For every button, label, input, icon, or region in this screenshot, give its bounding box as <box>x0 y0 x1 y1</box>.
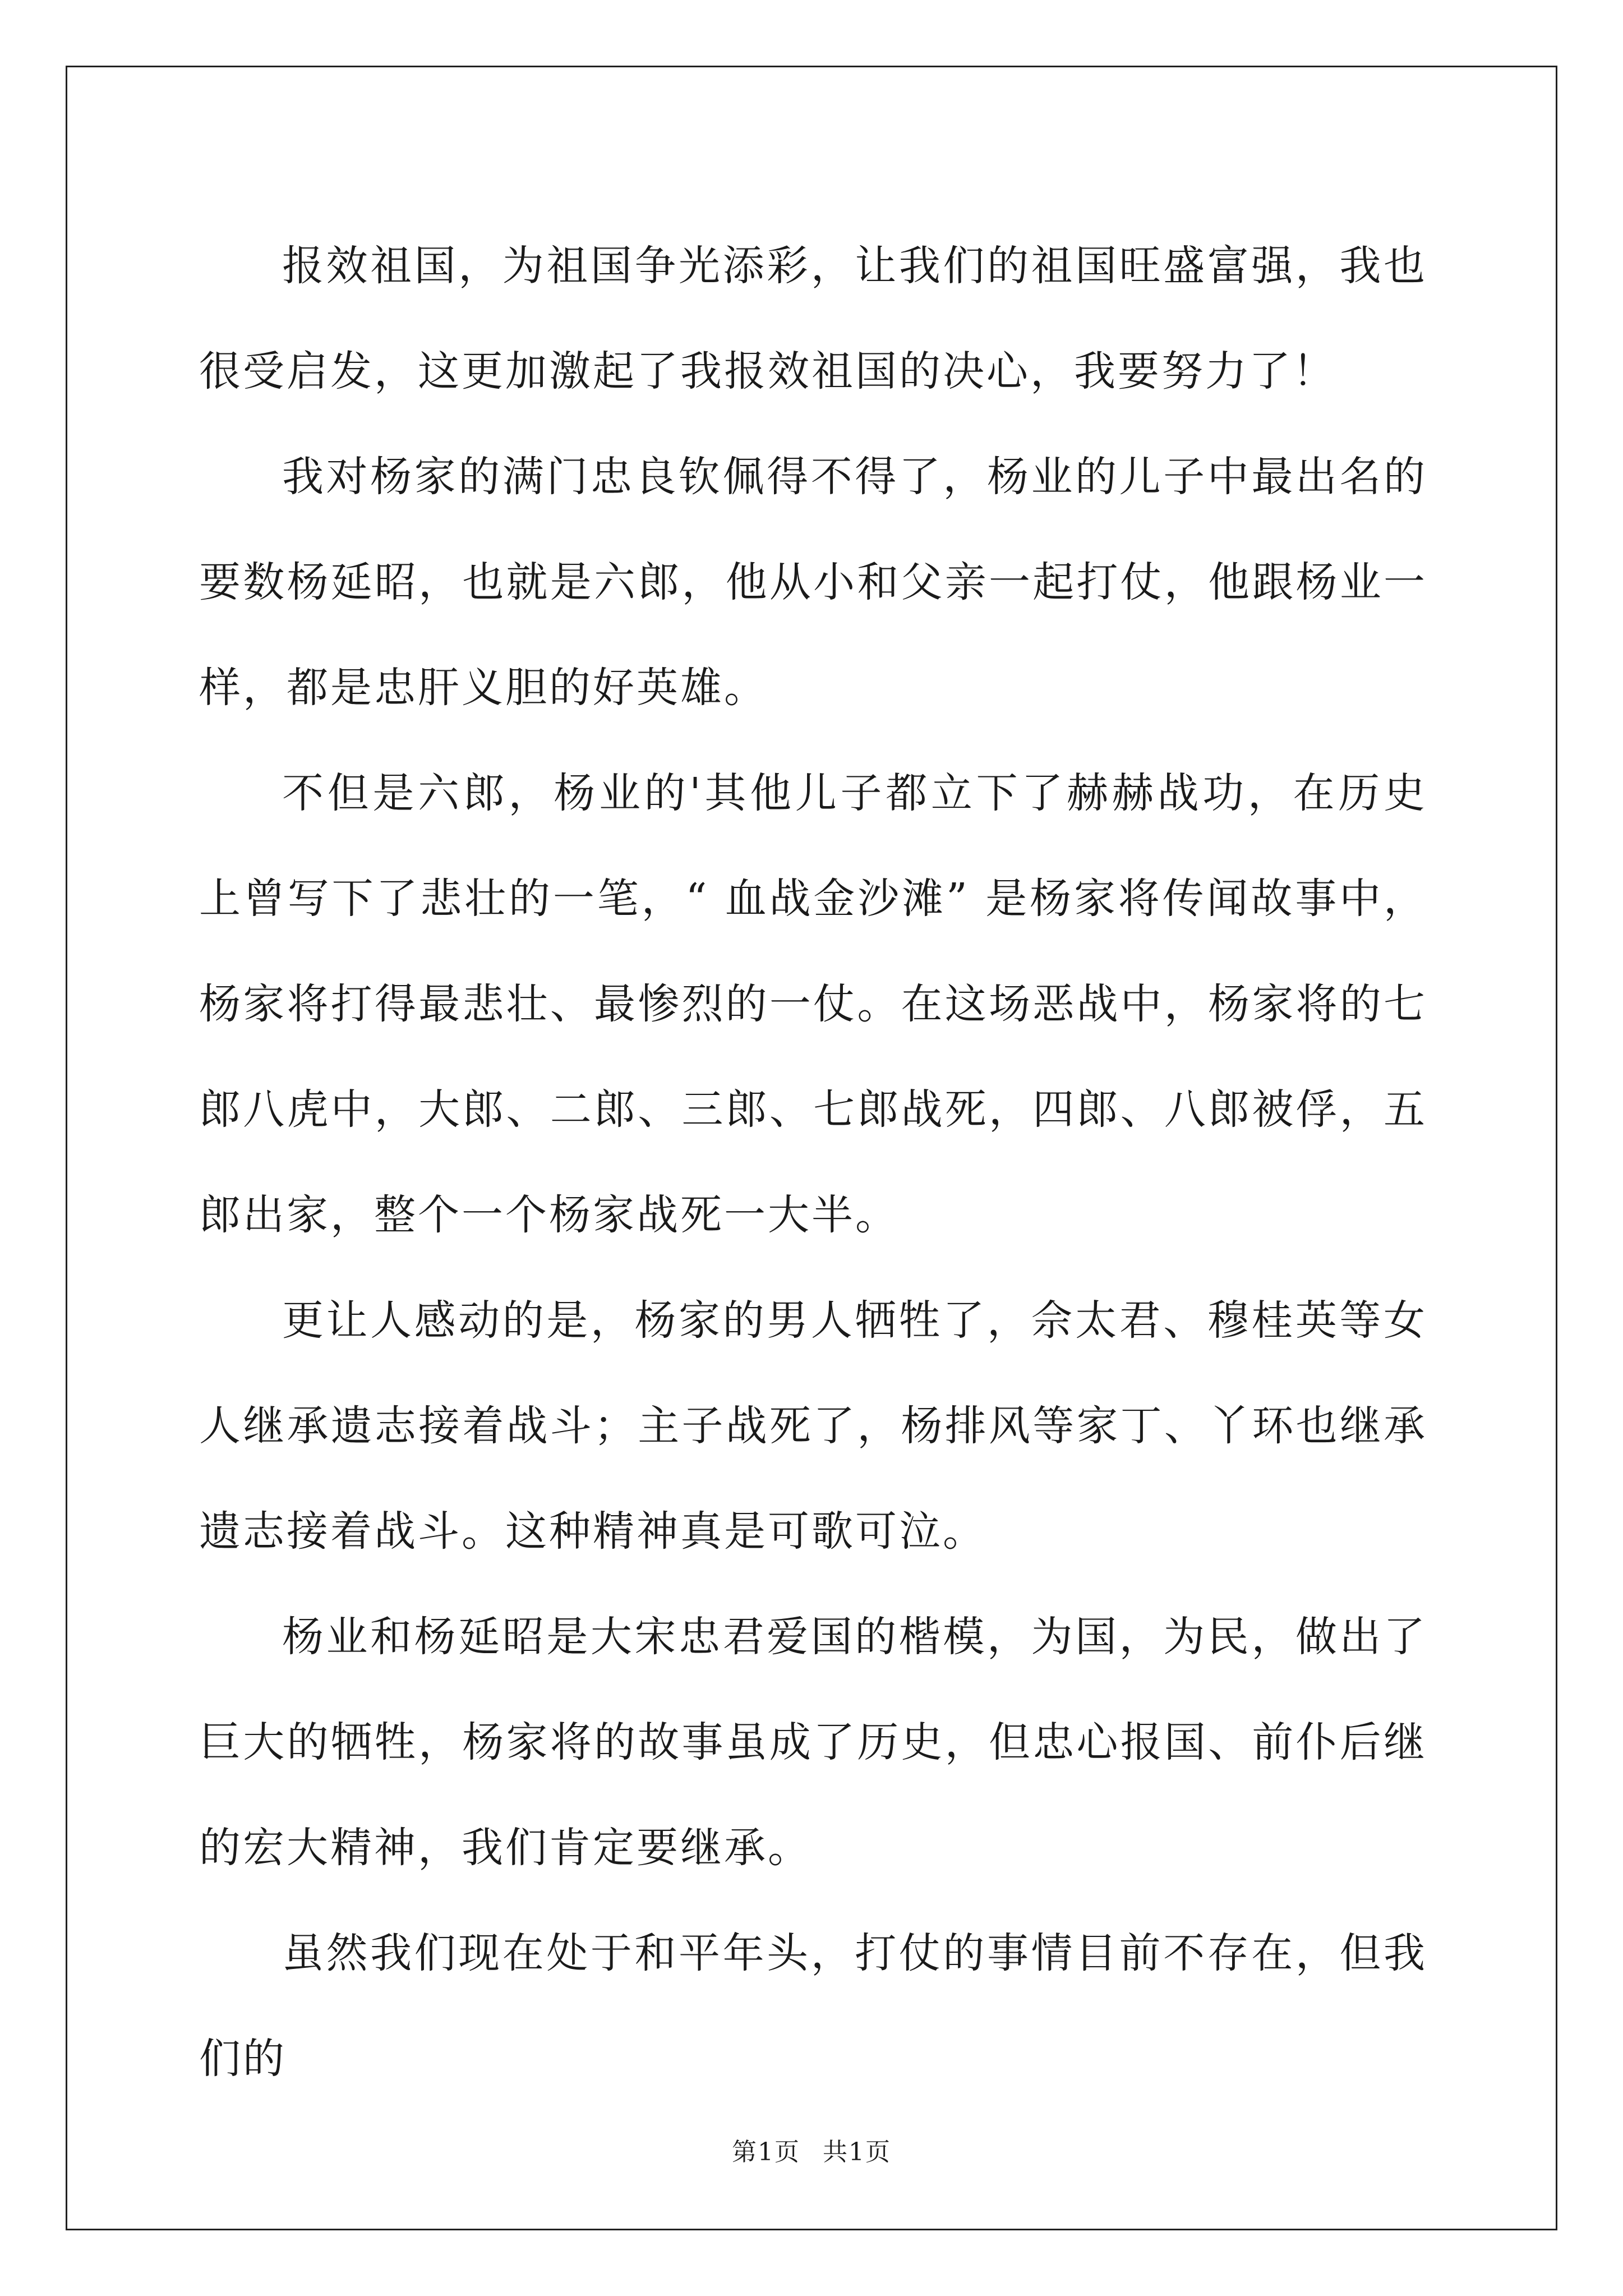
paragraph: 不但是六郎，杨业的'其他儿子都立下了赫赫战功，在历史上曾写下了悲壮的一笔，“ 血战金沙滩” 是杨家将传闻故事中，杨家将打得最悲壮、最惨烈的一仗。在这场恶战中，杨家将的七郎八虎中，大郎、二郎、三郎、七郎战死，四郎、八郎被俘，五郎出家，整个一个杨家战死一大半。 <box>199 769 1427 1239</box>
paragraph: 我对杨家的满门忠良钦佩得不得了，杨业的儿子中最出名的要数杨延昭，也就是六郎，他从小和父亲一起打仗，他跟杨业一样，都是忠肝义胆的好英雄。 <box>199 453 1427 712</box>
page-total: 共1页 <box>823 2138 891 2166</box>
page-number: 第1页 <box>732 2138 800 2166</box>
paragraph: 更让人感动的是，杨家的男人牺牲了，佘太君、穆桂英等女人继承遗志接着战斗；主子战死了，杨排风等家丁、丫环也继承遗志接着战斗。这种精神真是可歌可泣。 <box>199 1296 1427 1556</box>
page-footer <box>0 2132 1623 2168</box>
paragraph: 报效祖国，为祖国争光添彩，让我们的祖国旺盛富强，我也很受启发，这更加激起了我报效祖国的决心，我要努力了！ <box>199 242 1427 395</box>
document-body <box>199 213 1427 2111</box>
paragraph: 杨业和杨延昭是大宋忠君爱国的楷模，为国，为民，做出了巨大的牺牲，杨家将的故事虽成了历史，但忠心报国、前仆后继的宏大精神，我们肯定要继承。 <box>199 1613 1427 1872</box>
paragraph: 虽然我们现在处于和平年头，打仗的事情目前不存在，但我们的 <box>199 1929 1427 2083</box>
